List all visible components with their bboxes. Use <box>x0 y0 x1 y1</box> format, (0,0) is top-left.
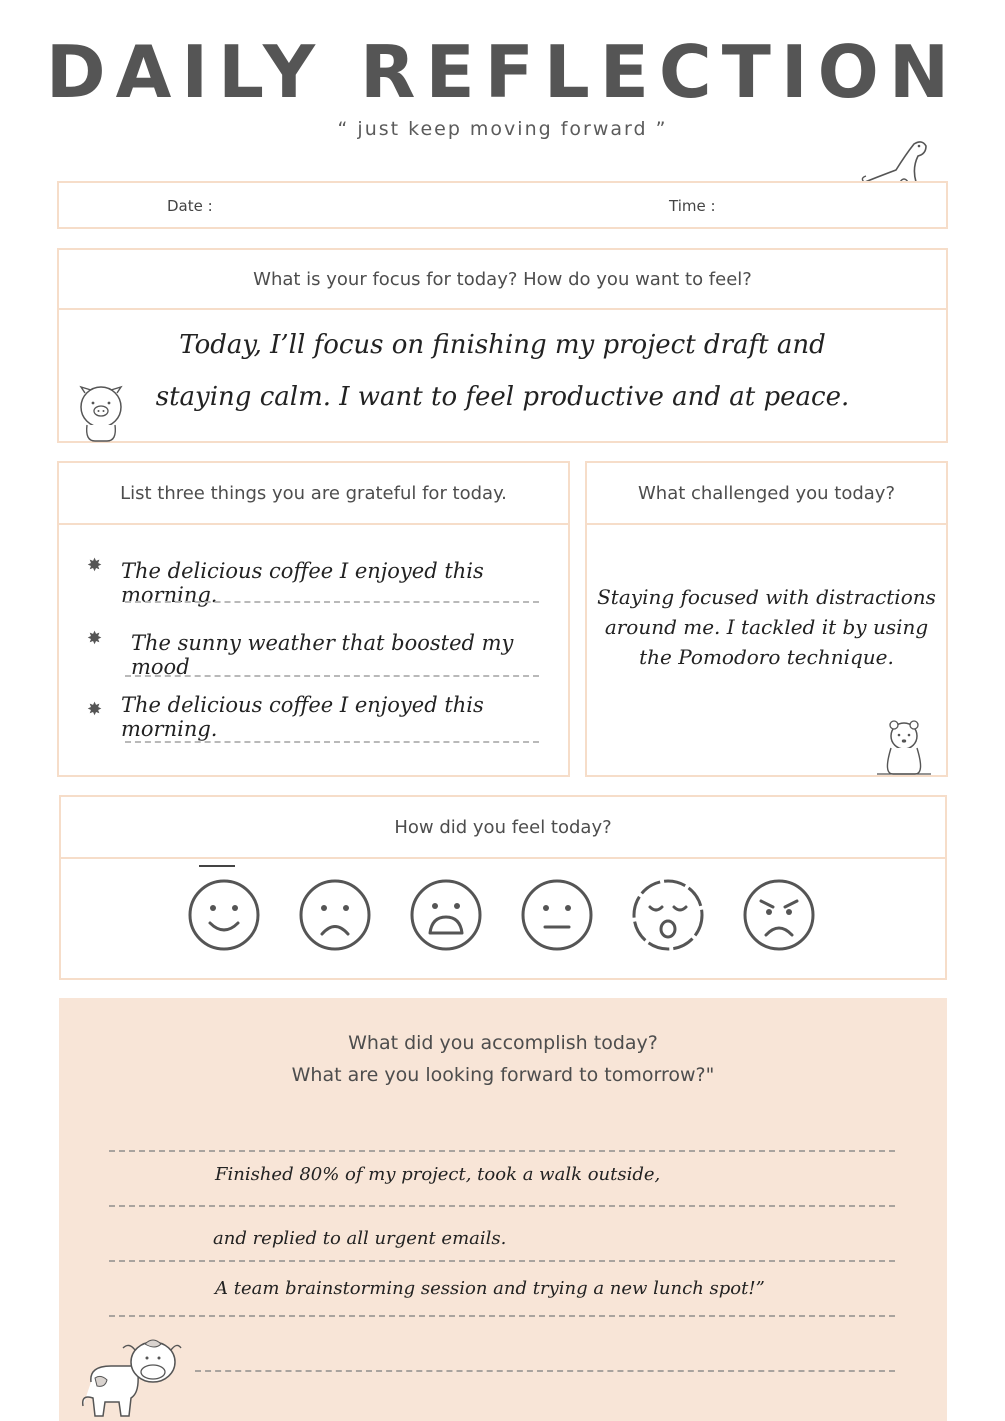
accomplish-line-1 <box>109 1150 895 1152</box>
accomplish-line-2 <box>109 1205 895 1207</box>
focus-answer-line-1: Today, I’ll focus on finishing my project draft and <box>179 330 826 360</box>
accomplish-line-3 <box>109 1260 895 1262</box>
page-title: DAILY REFLECTION <box>45 30 960 114</box>
focus-section <box>57 248 948 443</box>
bear-icon <box>873 718 935 776</box>
happy-face-icon[interactable] <box>188 879 260 951</box>
subtitle: “ just keep moving forward ” <box>337 118 668 140</box>
challenge-answer-line-2: around me. I tackled it by using <box>604 615 929 639</box>
time-label: Time : <box>669 197 716 215</box>
selected-face-marker <box>199 865 235 867</box>
accomplish-answer-line-1: Finished 80% of my project, took a walk outside, <box>215 1164 661 1185</box>
grateful-item-1: The delicious coffee I enjoyed this morning. <box>121 559 484 607</box>
feel-question: How did you feel today? <box>61 797 945 859</box>
grateful-section <box>57 461 570 777</box>
grateful-line-3 <box>125 741 539 743</box>
grateful-line-1 <box>125 601 539 603</box>
bullet-icon: ✸ <box>87 555 103 576</box>
angry-face-icon[interactable] <box>743 879 815 951</box>
accomplish-line-5 <box>195 1370 895 1372</box>
accomplish-line-4 <box>109 1315 895 1317</box>
bullet-icon: ✸ <box>87 628 103 649</box>
cow-icon <box>71 1332 183 1418</box>
accomplish-section <box>59 998 947 1421</box>
focus-question: What is your focus for today? How do you want to feel? <box>59 250 946 310</box>
accomplish-question-line-1: What did you accomplish today? <box>348 1032 658 1054</box>
challenge-question: What challenged you today? <box>587 463 946 525</box>
accomplish-answer-line-3: A team brainstorming session and trying a new lunch spot!” <box>215 1278 765 1299</box>
shocked-face-icon[interactable] <box>410 879 482 951</box>
accomplish-question-line-2: What are you looking forward to tomorrow?" <box>291 1064 715 1086</box>
grateful-item-3: The delicious coffee I enjoyed this morning. <box>121 693 484 741</box>
challenge-answer-line-1: Staying focused with distractions <box>597 585 936 609</box>
grateful-line-2 <box>125 675 539 677</box>
date-time-row <box>57 181 948 229</box>
crying-face-icon[interactable] <box>632 879 704 951</box>
accomplish-answer-line-2: and replied to all urgent emails. <box>213 1228 507 1249</box>
bullet-icon: ✸ <box>87 699 103 720</box>
challenge-answer-line-3: the Pomodoro technique. <box>639 645 894 669</box>
neutral-face-icon[interactable] <box>521 879 593 951</box>
focus-answer-line-2: staying calm. I want to feel productive and at peace. <box>155 382 850 412</box>
pig-icon <box>73 385 129 443</box>
sad-face-icon[interactable] <box>299 879 371 951</box>
date-label: Date : <box>167 197 213 215</box>
grateful-question: List three things you are grateful for today. <box>59 463 568 525</box>
challenge-section <box>585 461 948 777</box>
grateful-item-2: The sunny weather that boosted my mood <box>131 631 514 679</box>
